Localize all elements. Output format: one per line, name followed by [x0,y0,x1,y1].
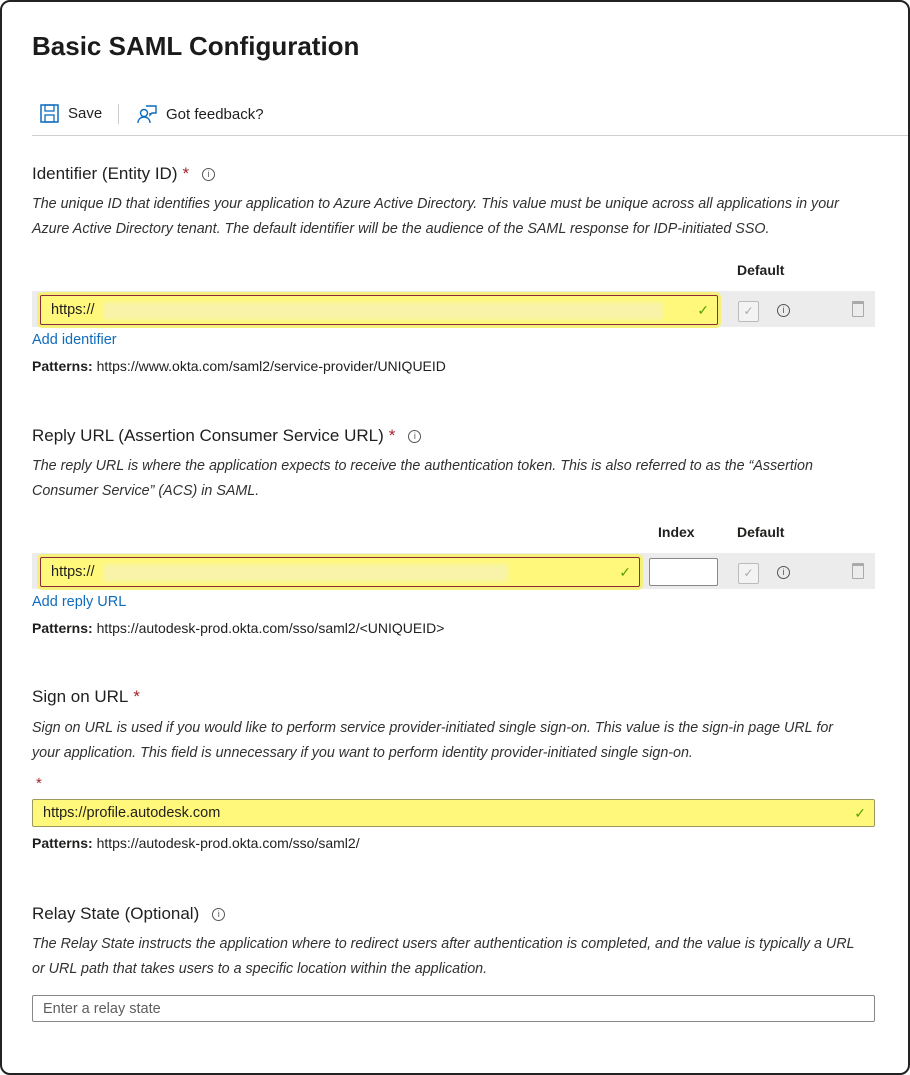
patterns-value: https://autodesk-prod.okta.com/sso/saml2/ [96,835,360,851]
sign-on-url-value: https://profile.autodesk.com [43,805,221,821]
reply-url-input[interactable] [40,557,640,587]
relay-state-description: The Relay State instructs the application where to redirect users after authentication is completed, and the value is typically a URL or URL path that takes users to a specific location within the application. [32,936,855,977]
identifier-label [32,164,215,184]
sign-on-url-input[interactable] [32,799,875,827]
required-marker: * [36,775,42,792]
relay-state-input[interactable]: Enter a relay state [32,995,875,1022]
identifier-input[interactable] [40,295,718,325]
trash-icon[interactable] [852,563,864,579]
sign-on-url-description: Sign on URL is used if you would like to perform service provider-initiated single sign-on. This value is the sign-in page URL for your application. This field is unnecessary if you want to perform identity provider-initiated single sign-on. [32,720,834,761]
index-input[interactable] [649,558,718,586]
save-button[interactable] [40,104,102,123]
reply-url-patterns [32,620,444,636]
default-checkbox[interactable]: ✓ [738,301,759,322]
reply-url-description: The reply URL is where the application expects to receive the authentication token. This is also referred to as the “Assertion Consumer Service” (ACS) in SAML. [32,458,813,499]
relay-state-label [32,904,225,924]
signon-label-text: Sign on URL [32,687,129,706]
required-marker: * [133,687,141,706]
relay-label-text: Relay State (Optional) [32,904,200,923]
default-checkbox[interactable]: ✓ [738,563,759,584]
index-header: Index [658,524,695,540]
valid-check-icon: ✓ [854,804,866,821]
info-icon[interactable]: i [777,304,790,317]
default-header: Default [737,524,785,540]
default-header: Default [737,262,785,278]
sign-on-url-label [32,687,140,707]
valid-check-icon: ✓ [697,301,709,318]
identifier-value: https:// [51,302,95,318]
add-reply-url-link[interactable]: Add reply URL [32,594,127,610]
feedback-label: Got feedback? [166,105,264,123]
required-marker: * [182,164,190,183]
feedback-button[interactable] [137,104,264,124]
info-icon[interactable]: i [202,168,215,181]
info-icon[interactable]: i [777,566,790,579]
patterns-label: Patterns: [32,620,93,636]
reply-url-value: https:// [51,564,95,580]
patterns-label: Patterns: [32,358,93,374]
identifier-label-text: Identifier (Entity ID) [32,164,178,183]
patterns-label: Patterns: [32,835,93,851]
save-icon [40,104,59,123]
page-title: Basic SAML Configuration [32,31,360,61]
patterns-value: https://autodesk-prod.okta.com/sso/saml2/<UNIQUEID> [96,620,445,636]
sign-on-url-patterns [32,835,360,851]
save-label: Save [68,105,103,122]
trash-icon[interactable] [852,301,864,317]
identifier-patterns [32,358,446,374]
identifier-description: The unique ID that identifies your application to Azure Active Directory. This value must be unique across all applications in your Azure Active Directory tenant. The default identifier will be the audience of the SAML response for IDP-initiated SSO. [32,196,839,237]
info-icon[interactable]: i [212,908,225,921]
reply-url-label [32,426,421,446]
patterns-value: https://www.okta.com/saml2/service-provider/UNIQUEID [96,358,446,374]
toolbar-separator [32,135,908,136]
add-identifier-link[interactable]: Add identifier [32,332,117,348]
toolbar-divider [118,104,119,124]
info-icon[interactable]: i [408,430,421,443]
valid-check-icon: ✓ [619,563,631,580]
required-marker: * [388,426,396,445]
reply-label-text: Reply URL (Assertion Consumer Service URL) [32,426,384,445]
feedback-icon [137,104,157,124]
